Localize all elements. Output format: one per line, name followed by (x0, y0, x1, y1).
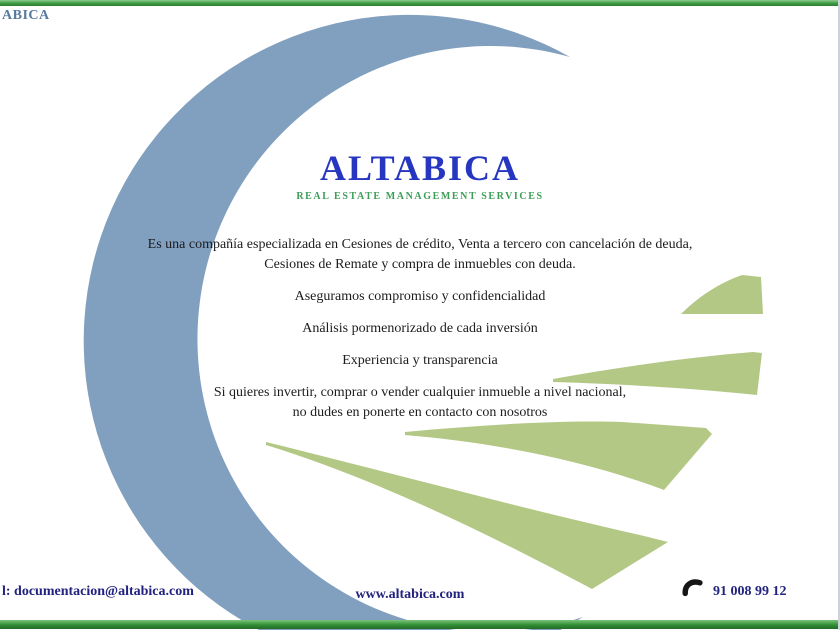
fan-wedge-3 (405, 422, 712, 490)
cta-paragraph (0, 383, 840, 423)
company-title: ALTABICA (319, 148, 521, 188)
footer-website-link[interactable]: www.altabica.com (355, 587, 465, 602)
footer-phone (681, 577, 787, 601)
value-line-analysis: Análisis pormenorizado de cada inversión (302, 321, 538, 336)
cta-line-2: no dudes en ponerte en contacto con nosotros (292, 405, 548, 420)
phone-handset-icon (681, 577, 705, 601)
value-line-commitment: Aseguramos compromiso y confidencialidad (294, 289, 546, 304)
value-line-experience: Experiencia y transparencia (342, 353, 498, 368)
intro-line-1: Es una compañía especializada en Cesiones de crédito, Venta a tercero con cancelación de deuda, (147, 237, 693, 252)
footer-email-link[interactable]: l: documentacion@altabica.com (2, 584, 194, 599)
page-border-top (0, 0, 840, 6)
logo-fragment: ABICA (2, 8, 50, 23)
cta-line-1: Si quieres invertir, comprar o vender cualquier inmueble a nivel nacional, (213, 385, 627, 400)
page-border-bottom (0, 620, 840, 629)
company-subtitle: REAL ESTATE MANAGEMENT SERVICES (296, 191, 544, 202)
phone-number[interactable]: 91 008 99 12 (713, 584, 787, 599)
intro-line-2: Cesiones de Remate y compra de inmuebles con deuda. (264, 257, 576, 272)
intro-paragraph (0, 235, 840, 275)
